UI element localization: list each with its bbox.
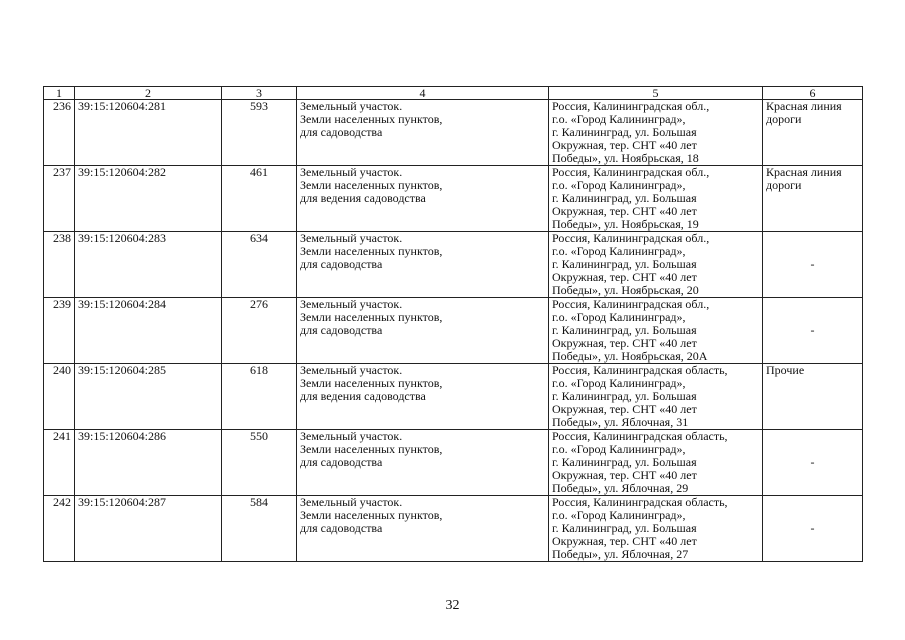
header-col-3: 3 <box>222 87 297 100</box>
plot-description: Земельный участок. Земли населенных пунктов, для садоводства <box>297 430 549 496</box>
cadastral-number: 39:15:120604:283 <box>75 232 222 298</box>
header-col-5: 5 <box>549 87 763 100</box>
header-col-6: 6 <box>763 87 863 100</box>
plot-description: Земельный участок. Земли населенных пунктов, для садоводства <box>297 100 549 166</box>
plot-address: Россия, Калининградская обл., г.о. «Город Калининград», г. Калининград, ул. Большая Окружная, тер. СНТ «40 лет Победы», ул. Ноябрьская, 20 <box>549 232 763 298</box>
plot-note: Красная линия дороги <box>763 166 863 232</box>
plot-area: 618 <box>222 364 297 430</box>
plot-description: Земельный участок. Земли населенных пунктов, для садоводства <box>297 496 549 562</box>
row-number: 236 <box>44 100 75 166</box>
cadastral-number: 39:15:120604:287 <box>75 496 222 562</box>
plot-address: Россия, Калининградская область, г.о. «Город Калининград», г. Калининград, ул. Большая Окружная, тер. СНТ «40 лет Победы», ул. Яблочная, 27 <box>549 496 763 562</box>
plot-note: - <box>763 496 863 562</box>
plot-address: Россия, Калининградская обл., г.о. «Город Калининград», г. Калининград, ул. Большая Окружная, тер. СНТ «40 лет Победы», ул. Ноябрьская, 20А <box>549 298 763 364</box>
row-number: 242 <box>44 496 75 562</box>
plot-description: Земельный участок. Земли населенных пунктов, для садоводства <box>297 298 549 364</box>
cadastral-number: 39:15:120604:281 <box>75 100 222 166</box>
plot-note: Красная линия дороги <box>763 100 863 166</box>
plot-address: Россия, Калининградская область, г.о. «Город Калининград», г. Калининград, ул. Большая Окружная, тер. СНТ «40 лет Победы», ул. Яблочная, 31 <box>549 364 763 430</box>
plot-area: 276 <box>222 298 297 364</box>
table-row <box>44 232 863 298</box>
plot-area: 550 <box>222 430 297 496</box>
row-number: 239 <box>44 298 75 364</box>
header-col-4: 4 <box>297 87 549 100</box>
table-row <box>44 496 863 562</box>
header-col-1: 1 <box>44 87 75 100</box>
plot-note: - <box>763 232 863 298</box>
table-row <box>44 430 863 496</box>
land-plots-table <box>43 86 863 562</box>
table-row <box>44 298 863 364</box>
cadastral-number: 39:15:120604:285 <box>75 364 222 430</box>
plot-area: 634 <box>222 232 297 298</box>
plot-area: 584 <box>222 496 297 562</box>
row-number: 241 <box>44 430 75 496</box>
cadastral-number: 39:15:120604:282 <box>75 166 222 232</box>
plot-note: - <box>763 298 863 364</box>
plot-area: 461 <box>222 166 297 232</box>
row-number: 240 <box>44 364 75 430</box>
cadastral-number: 39:15:120604:286 <box>75 430 222 496</box>
plot-note: Прочие <box>763 364 863 430</box>
plot-area: 593 <box>222 100 297 166</box>
plot-address: Россия, Калининградская область, г.о. «Город Калининград», г. Калининград, ул. Большая Окружная, тер. СНТ «40 лет Победы», ул. Яблочная, 29 <box>549 430 763 496</box>
plot-address: Россия, Калининградская обл., г.о. «Город Калининград», г. Калининград, ул. Большая Окружная, тер. СНТ «40 лет Победы», ул. Ноябрьская, 19 <box>549 166 763 232</box>
row-number: 237 <box>44 166 75 232</box>
header-col-2: 2 <box>75 87 222 100</box>
header-row <box>44 87 863 100</box>
plot-address: Россия, Калининградская обл., г.о. «Город Калининград», г. Калининград, ул. Большая Окружная, тер. СНТ «40 лет Победы», ул. Ноябрьская, 18 <box>549 100 763 166</box>
table-row <box>44 100 863 166</box>
plot-description: Земельный участок. Земли населенных пунктов, для садоводства <box>297 232 549 298</box>
cadastral-number: 39:15:120604:284 <box>75 298 222 364</box>
table-row <box>44 166 863 232</box>
table-row <box>44 364 863 430</box>
plot-note: - <box>763 430 863 496</box>
plot-description: Земельный участок. Земли населенных пунктов, для ведения садоводства <box>297 364 549 430</box>
page-number: 32 <box>445 598 460 613</box>
row-number: 238 <box>44 232 75 298</box>
plot-description: Земельный участок. Земли населенных пунктов, для ведения садоводства <box>297 166 549 232</box>
